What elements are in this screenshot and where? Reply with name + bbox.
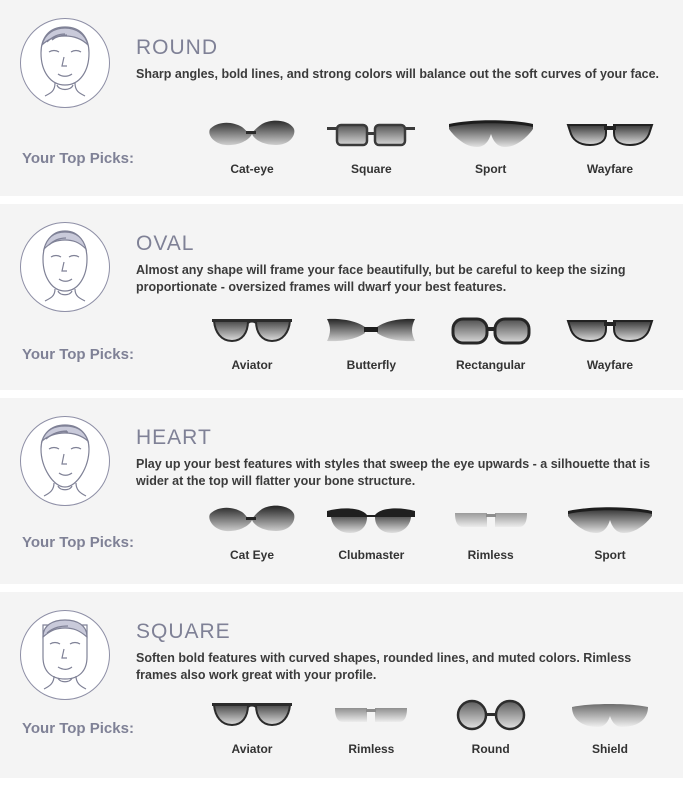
face-portrait-round <box>20 18 112 110</box>
picks-row-square <box>196 692 666 756</box>
pick-label: Sport <box>474 162 507 176</box>
pick-item[interactable] <box>435 308 547 372</box>
pick-label: Butterfly <box>346 358 396 372</box>
square-glasses-icon <box>315 112 427 158</box>
pick-item[interactable] <box>554 308 666 372</box>
rimless-glasses-icon <box>315 692 427 738</box>
face-circle <box>20 18 110 108</box>
shield-glasses-icon <box>554 692 666 738</box>
top-picks-label-oval: Your Top Picks: <box>22 346 134 363</box>
pick-item[interactable] <box>435 692 547 756</box>
rimless-glasses-icon <box>435 498 547 544</box>
oval-face-illustration <box>21 223 109 311</box>
pick-item[interactable] <box>435 112 547 176</box>
clubmaster-glasses-icon <box>315 498 427 544</box>
pick-label: Cat Eye <box>229 548 275 562</box>
face-portrait-heart <box>20 416 112 508</box>
picks-row-round <box>196 112 666 176</box>
shape-title-round: ROUND <box>136 36 218 59</box>
pick-label: Aviator <box>231 742 273 756</box>
pick-label: Rimless <box>348 742 395 756</box>
picks-row-heart <box>196 498 666 562</box>
pick-label: Wayfare <box>586 358 634 372</box>
sport-glasses-icon <box>435 112 547 158</box>
wayfare-glasses-icon <box>554 112 666 158</box>
top-picks-label-heart: Your Top Picks: <box>22 534 134 551</box>
face-circle <box>20 222 110 312</box>
round-glasses-icon <box>435 692 547 738</box>
pick-item[interactable] <box>554 692 666 756</box>
face-portrait-square <box>20 610 112 702</box>
section-oval <box>0 204 683 390</box>
pick-item[interactable] <box>196 112 308 176</box>
section-heart <box>0 398 683 584</box>
wayfare-glasses-icon <box>554 308 666 354</box>
round-face-illustration <box>21 19 109 107</box>
shape-title-square: SQUARE <box>136 620 231 643</box>
shape-description-square: Soften bold features with curved shapes, rounded lines, and muted colors. Rimless frames also work great with your profile. <box>136 651 632 682</box>
face-circle <box>20 416 110 506</box>
pick-item[interactable] <box>315 692 427 756</box>
pick-item[interactable] <box>554 112 666 176</box>
aviator-glasses-icon <box>196 692 308 738</box>
pick-item[interactable] <box>315 112 427 176</box>
sport-glasses-icon <box>554 498 666 544</box>
pick-label: Square <box>350 162 392 176</box>
pick-item[interactable] <box>196 692 308 756</box>
shape-title-heart: HEART <box>136 426 212 449</box>
pick-label: Wayfare <box>586 162 634 176</box>
top-picks-label-square: Your Top Picks: <box>22 720 134 737</box>
pick-item[interactable] <box>315 308 427 372</box>
shape-title-oval: OVAL <box>136 232 195 255</box>
section-round <box>0 0 683 196</box>
cat-eye-glasses-icon <box>196 498 308 544</box>
butterfly-glasses-icon <box>315 308 427 354</box>
section-square <box>0 592 683 778</box>
pick-label: Rimless <box>467 548 514 562</box>
cat-eye-glasses-icon <box>196 112 308 158</box>
pick-label: Aviator <box>231 358 273 372</box>
pick-label: Sport <box>594 548 626 562</box>
aviator-glasses-icon <box>196 308 308 354</box>
rectangular-glasses-icon <box>435 308 547 354</box>
square-face-illustration <box>21 611 109 699</box>
shape-description-oval: Almost any shape will frame your face beautifully, but be careful to keep the sizing proportionate - oversized frames will dwarf your best features. <box>136 263 626 294</box>
shape-description-heart: Play up your best features with styles that sweep the eye upwards - a silhouette that is wider at the top will flatter your bone structure. <box>136 457 651 488</box>
face-circle <box>20 610 110 700</box>
heart-face-illustration <box>21 417 109 505</box>
face-portrait-oval <box>20 222 112 314</box>
pick-item[interactable] <box>315 498 427 562</box>
pick-item[interactable] <box>196 498 308 562</box>
pick-item[interactable] <box>554 498 666 562</box>
picks-row-oval <box>196 308 666 372</box>
pick-label: Shield <box>591 742 628 756</box>
top-picks-label-round: Your Top Picks: <box>22 150 134 167</box>
pick-item[interactable] <box>196 308 308 372</box>
pick-label: Clubmaster <box>338 548 405 562</box>
pick-label: Round <box>471 742 510 756</box>
pick-label: Rectangular <box>455 358 526 372</box>
shape-description-round: Sharp angles, bold lines, and strong colors will balance out the soft curves of your face. <box>136 67 660 81</box>
pick-label: Cat-eye <box>230 162 274 176</box>
pick-item[interactable] <box>435 498 547 562</box>
